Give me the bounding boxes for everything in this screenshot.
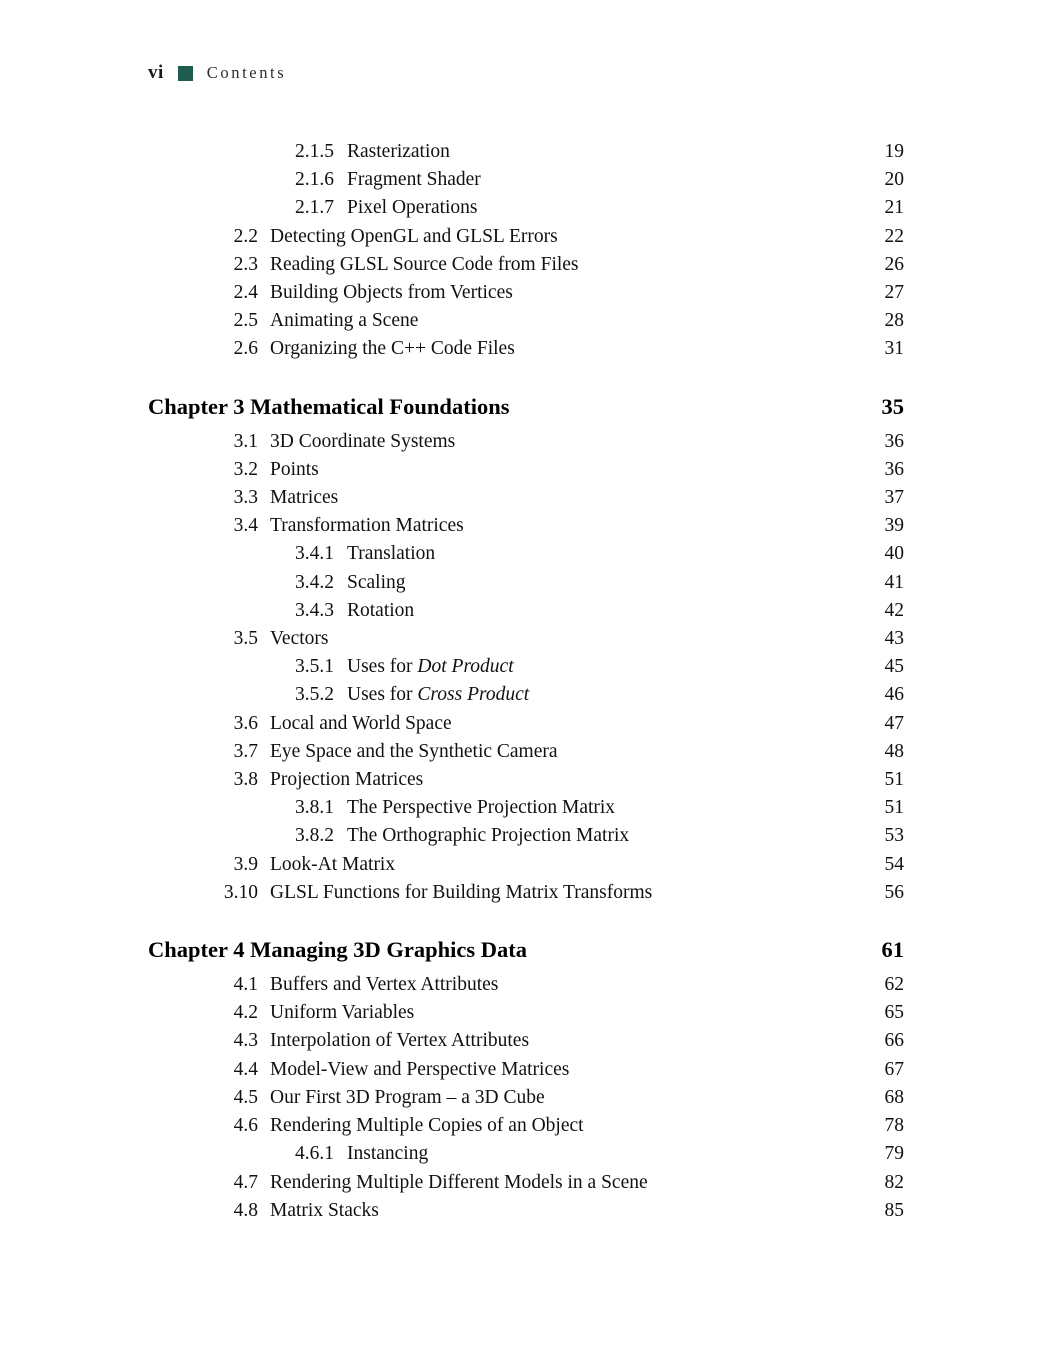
toc-entry-page-number: 53 <box>884 825 904 847</box>
toc-entry-page-number: 62 <box>884 974 904 996</box>
toc-entry-number: 4.1 <box>233 974 258 996</box>
chapter-marker-icon <box>178 66 193 81</box>
toc-entry[interactable] <box>148 681 904 709</box>
toc-entry-number: 3.4.1 <box>295 543 334 565</box>
toc-entry[interactable] <box>148 1112 904 1140</box>
toc-entry-title: Buffers and Vertex Attributes <box>270 974 499 996</box>
toc-entry-number: 3.6 <box>233 712 258 734</box>
toc-entry[interactable] <box>148 456 904 484</box>
toc-entry[interactable] <box>148 1056 904 1084</box>
toc-entry[interactable] <box>148 307 904 335</box>
toc-entry-title: Matrix Stacks <box>270 1199 379 1221</box>
toc-entry-page-number: 26 <box>884 253 904 275</box>
toc-chapter-page-number: 35 <box>881 393 904 419</box>
toc-entry-number: 3.4.3 <box>295 599 334 621</box>
toc-entry[interactable] <box>148 879 904 907</box>
toc-entry-page-number: 51 <box>884 797 904 819</box>
toc-entry-title: The Orthographic Projection Matrix <box>347 825 630 847</box>
toc-entry-number: 4.8 <box>233 1199 258 1221</box>
page-folio: vi <box>148 62 164 83</box>
toc-entry-title: Organizing the C++ Code Files <box>270 338 515 360</box>
toc-entry[interactable] <box>148 653 904 681</box>
toc-entry-title: Interpolation of Vertex Attributes <box>270 1030 530 1052</box>
toc-entry-number: 3.2 <box>233 458 258 480</box>
toc-entry-title: Uses for Cross Product <box>347 684 530 706</box>
toc-entry[interactable] <box>148 166 904 194</box>
toc-entry-number: 2.1.6 <box>295 169 334 191</box>
toc-entry-title: Rendering Multiple Copies of an Object <box>270 1115 584 1137</box>
toc-entry-title: Scaling <box>347 571 406 593</box>
toc-entry-number: 3.8 <box>233 769 258 791</box>
toc-entry-number: 4.3 <box>233 1030 258 1052</box>
toc-entry-number: 2.1.7 <box>295 197 334 219</box>
toc-entry-number: 4.2 <box>233 1002 258 1024</box>
toc-entry-page-number: 51 <box>884 769 904 791</box>
toc-entry-title: Fragment Shader <box>347 169 481 191</box>
toc-entry-title: Instancing <box>347 1143 429 1165</box>
toc-entry[interactable] <box>148 569 904 597</box>
toc-entry-number: 3.8.2 <box>295 825 334 847</box>
toc-entry-title: Matrices <box>270 487 339 509</box>
toc-entry[interactable] <box>148 822 904 850</box>
toc-entry[interactable] <box>148 597 904 625</box>
toc-entry[interactable] <box>148 738 904 766</box>
toc-entry-number: 2.5 <box>233 310 258 332</box>
toc-entry[interactable] <box>148 428 904 456</box>
toc-entry[interactable] <box>148 710 904 738</box>
toc-entry[interactable] <box>148 971 904 999</box>
toc-entry[interactable] <box>148 1140 904 1168</box>
toc-entry-page-number: 47 <box>884 712 904 734</box>
toc-entry-page-number: 68 <box>884 1086 904 1108</box>
toc-entry-title: Transformation Matrices <box>270 515 464 537</box>
toc-entry-number: 3.9 <box>233 853 258 875</box>
spacer <box>148 907 904 935</box>
toc-entry-title: Rotation <box>347 599 415 621</box>
toc-entry-number: 3.10 <box>223 881 258 903</box>
toc-entry[interactable] <box>148 999 904 1027</box>
toc-entry-page-number: 66 <box>884 1030 904 1052</box>
toc-entry-page-number: 21 <box>884 197 904 219</box>
toc-chapter-title: Chapter 3 Mathematical Foundations <box>148 393 510 419</box>
toc-entry-number: 3.5.2 <box>295 684 334 706</box>
toc-entry-page-number: 20 <box>884 169 904 191</box>
toc-entry[interactable] <box>148 540 904 568</box>
toc-entry-title: Animating a Scene <box>270 310 419 332</box>
toc-entry-title: Pixel Operations <box>347 197 478 219</box>
toc-entry[interactable] <box>148 251 904 279</box>
toc-entry-page-number: 37 <box>884 487 904 509</box>
toc-entry-number: 4.6 <box>233 1115 258 1137</box>
running-head-label: Contents <box>206 63 287 82</box>
table-of-contents <box>148 138 904 1225</box>
toc-entry[interactable] <box>148 794 904 822</box>
toc-entry-number: 3.1 <box>233 430 258 452</box>
toc-entry-number: 4.7 <box>233 1171 258 1193</box>
toc-entry-page-number: 19 <box>884 141 904 162</box>
toc-entry-page-number: 67 <box>884 1058 904 1080</box>
toc-entry-page-number: 22 <box>884 225 904 247</box>
toc-entry-title: Uniform Variables <box>270 1002 415 1024</box>
toc-entry-number: 4.6.1 <box>295 1143 334 1165</box>
toc-entry-title: Our First 3D Program – a 3D Cube <box>270 1086 545 1108</box>
toc-entry-title: Reading GLSL Source Code from Files <box>270 253 579 275</box>
toc-entry[interactable] <box>148 1084 904 1112</box>
toc-entry-title: Translation <box>347 543 436 565</box>
toc-entry-title: The Perspective Projection Matrix <box>347 797 616 819</box>
toc-entry-number: 2.3 <box>233 253 258 275</box>
toc-entry-page-number: 40 <box>884 543 904 565</box>
toc-entry-page-number: 85 <box>884 1199 904 1221</box>
toc-entry[interactable] <box>148 138 904 166</box>
toc-entry-number: 4.4 <box>233 1058 258 1080</box>
toc-chapter-entry[interactable] <box>148 392 904 422</box>
toc-entry-number: 2.6 <box>233 338 258 360</box>
toc-entry[interactable] <box>148 484 904 512</box>
spacer <box>148 364 904 392</box>
toc-entry[interactable] <box>148 512 904 540</box>
toc-entry[interactable] <box>148 1197 904 1225</box>
toc-entry-title: Points <box>270 458 319 480</box>
toc-entry-number: 3.7 <box>233 740 258 762</box>
toc-entry-number: 2.1.5 <box>295 141 334 162</box>
toc-entry-page-number: 45 <box>884 656 904 678</box>
toc-chapter-entry[interactable] <box>148 935 904 965</box>
toc-entry-title: Uses for Dot Product <box>347 656 514 678</box>
toc-entry-page-number: 78 <box>884 1115 904 1137</box>
toc-entry-page-number: 65 <box>884 1002 904 1024</box>
toc-entry-title: 3D Coordinate Systems <box>270 430 456 452</box>
toc-entry[interactable] <box>148 851 904 879</box>
toc-entry-page-number: 41 <box>884 571 904 593</box>
toc-entry-page-number: 36 <box>884 430 904 452</box>
toc-entry-number: 2.2 <box>233 225 258 247</box>
toc-entry-page-number: 48 <box>884 740 904 762</box>
toc-entry-page-number: 39 <box>884 515 904 537</box>
toc-entry[interactable] <box>148 766 904 794</box>
toc-entry[interactable] <box>148 279 904 307</box>
toc-entry-number: 3.8.1 <box>295 797 334 819</box>
toc-entry-number: 3.3 <box>233 487 258 509</box>
toc-entry-page-number: 36 <box>884 458 904 480</box>
toc-entry-page-number: 31 <box>884 338 904 360</box>
toc-entry[interactable] <box>148 625 904 653</box>
toc-entry-page-number: 27 <box>884 282 904 304</box>
toc-entry-number: 3.4.2 <box>295 571 334 593</box>
toc-entry-number: 3.5 <box>233 628 258 650</box>
running-head <box>148 62 286 84</box>
toc-entry-title: GLSL Functions for Building Matrix Transforms <box>270 881 653 903</box>
toc-entry-number: 4.5 <box>233 1086 258 1108</box>
toc-entry-page-number: 28 <box>884 310 904 332</box>
toc-entry-page-number: 42 <box>884 599 904 621</box>
toc-entry-page-number: 43 <box>884 628 904 650</box>
toc-entry-title: Local and World Space <box>270 712 452 734</box>
toc-entry-page-number: 79 <box>884 1143 904 1165</box>
toc-entry-title: Building Objects from Vertices <box>270 282 513 304</box>
toc-entry-title: Vectors <box>270 628 329 650</box>
toc-entry-page-number: 82 <box>884 1171 904 1193</box>
toc-entry-page-number: 54 <box>884 853 904 875</box>
toc-entry-title: Detecting OpenGL and GLSL Errors <box>270 225 558 247</box>
toc-entry[interactable] <box>148 1027 904 1055</box>
toc-entry[interactable] <box>148 223 904 251</box>
toc-entry-number: 3.4 <box>233 515 258 537</box>
toc-entry-page-number: 56 <box>884 881 904 903</box>
toc-entry[interactable] <box>148 194 904 222</box>
toc-entry-title: Look-At Matrix <box>270 853 396 875</box>
toc-chapter-title: Chapter 4 Managing 3D Graphics Data <box>148 937 527 963</box>
toc-entry-title: Model-View and Perspective Matrices <box>270 1058 570 1080</box>
toc-entry-page-number: 46 <box>884 684 904 706</box>
toc-entry[interactable] <box>148 1169 904 1197</box>
toc-entry-number: 2.4 <box>233 282 258 304</box>
toc-entry-title: Rasterization <box>347 141 450 162</box>
toc-entry-title: Eye Space and the Synthetic Camera <box>270 740 558 762</box>
toc-chapter-page-number: 61 <box>881 937 904 963</box>
toc-entry-title: Rendering Multiple Different Models in a Scene <box>270 1171 648 1193</box>
toc-entry-title: Projection Matrices <box>270 769 424 791</box>
toc-entry-number: 3.5.1 <box>295 656 334 678</box>
toc-entry[interactable] <box>148 335 904 363</box>
